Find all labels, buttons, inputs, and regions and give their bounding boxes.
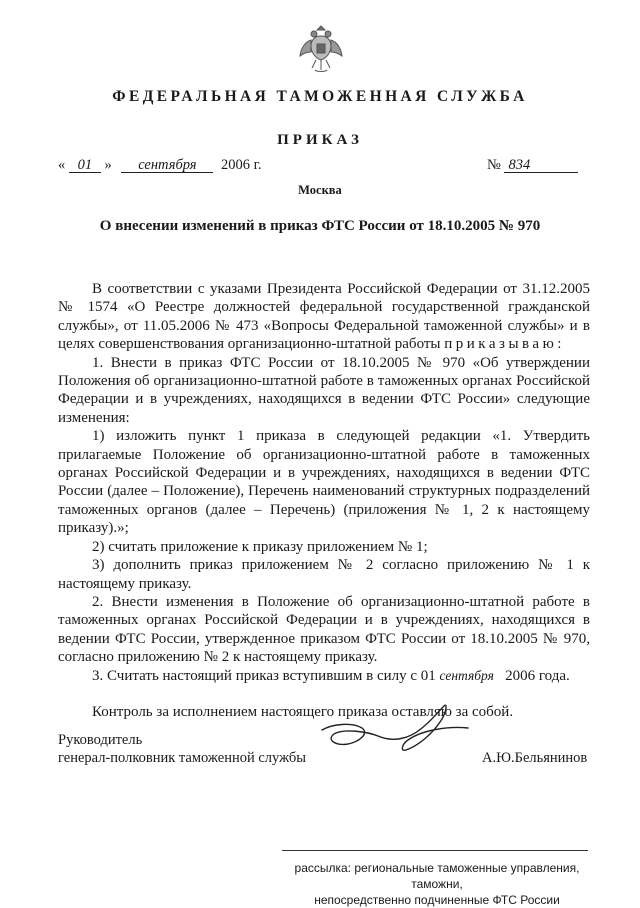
distribution-line-2: непосредственно подчиненные ФТС России bbox=[314, 893, 560, 907]
item-2: 2. Внести изменения в Положение об организационно-штатной работе в таможенных органах Российской Федерации и в учреждениях, находящихся в ведении ФТС России, утвержденное приказом ФТС России от 18.10.2005 № 970, согласно приложению № 2 к настоящему приказу. bbox=[58, 593, 590, 666]
item-1: 1. Внести в приказ ФТС России от 18.10.2005 № 970 «Об утверждении Положения об организационно-штатной работе в таможенных органах Российской Федерации и в учреждениях, находящихся в ведении ФТС России» следующие изменения: bbox=[58, 354, 590, 426]
date-quote-open: « bbox=[58, 157, 66, 173]
item-1-3: 3) дополнить приказ приложением № 2 согласно приложению № 1 к настоящему приказу. bbox=[58, 557, 590, 592]
item-3-year: 2006 года. bbox=[505, 667, 570, 684]
item-1-2: 2) считать приложение к приказу приложением № 1; bbox=[92, 538, 428, 555]
preamble-paragraph bbox=[58, 280, 590, 354]
order-word: приказываю: bbox=[444, 336, 565, 353]
city: Москва bbox=[298, 183, 342, 197]
date-month: сентября bbox=[121, 158, 213, 173]
date-quote-close: » bbox=[104, 157, 112, 173]
document-body bbox=[58, 280, 590, 721]
document-type: ПРИКАЗ bbox=[277, 132, 363, 148]
item-3-month: сентября bbox=[439, 667, 494, 683]
organization-name: ФЕДЕРАЛЬНАЯ ТАМОЖЕННАЯ СЛУЖБА bbox=[112, 88, 528, 105]
signer-position-2: генерал-полковник таможенной службы bbox=[58, 750, 307, 766]
item-3-text: 3. Считать настоящий приказ вступившим в силу с 01 bbox=[92, 667, 436, 684]
distribution-divider bbox=[282, 850, 588, 851]
signer-name: А.Ю.Бельянинов bbox=[482, 750, 588, 766]
signer-position-1: Руководитель bbox=[58, 732, 143, 748]
number-value: 834 bbox=[504, 158, 578, 173]
date-year: 2006 г. bbox=[221, 157, 262, 173]
order-date bbox=[58, 157, 262, 174]
item-1-1: 1) изложить пункт 1 приказа в следующей редакции «1. Утвердить прилагаемые Положение об организационно-штатной работе в таможенных органах Российской Федерации и в учреждениях, находящихся в ведении ФТС России (далее – Положение), Перечень наименований структурных подразделений таможенных органов (далее – Перечень) (приложения № 1, 2 к настоящему приказу).»; bbox=[58, 428, 590, 537]
date-day: 01 bbox=[69, 158, 101, 173]
distribution-list bbox=[282, 860, 592, 908]
document-title: О внесении изменений в приказ ФТС России от 18.10.2005 № 970 bbox=[99, 218, 541, 234]
handwritten-signature bbox=[318, 700, 498, 770]
number-prefix: № bbox=[487, 157, 501, 173]
order-number bbox=[487, 157, 578, 174]
preamble-text: В соответствии с указами Президента Российской Федерации от 31.12.2005 № 1574 «О Реестре должностей федеральной государственной гражданской службы», от 11.05.2006 № 473 «Вопросы Федеральной таможенной службы» и в целях совершенствования организационно-штатной работы bbox=[58, 281, 590, 353]
emblem-icon bbox=[298, 22, 344, 76]
control-paragraph: Контроль за исполнением настоящего приказа оставляю за собой. bbox=[92, 703, 514, 720]
distribution-line-1: рассылка: региональные таможенные управления, таможни, bbox=[294, 861, 580, 891]
item-3 bbox=[58, 667, 590, 685]
